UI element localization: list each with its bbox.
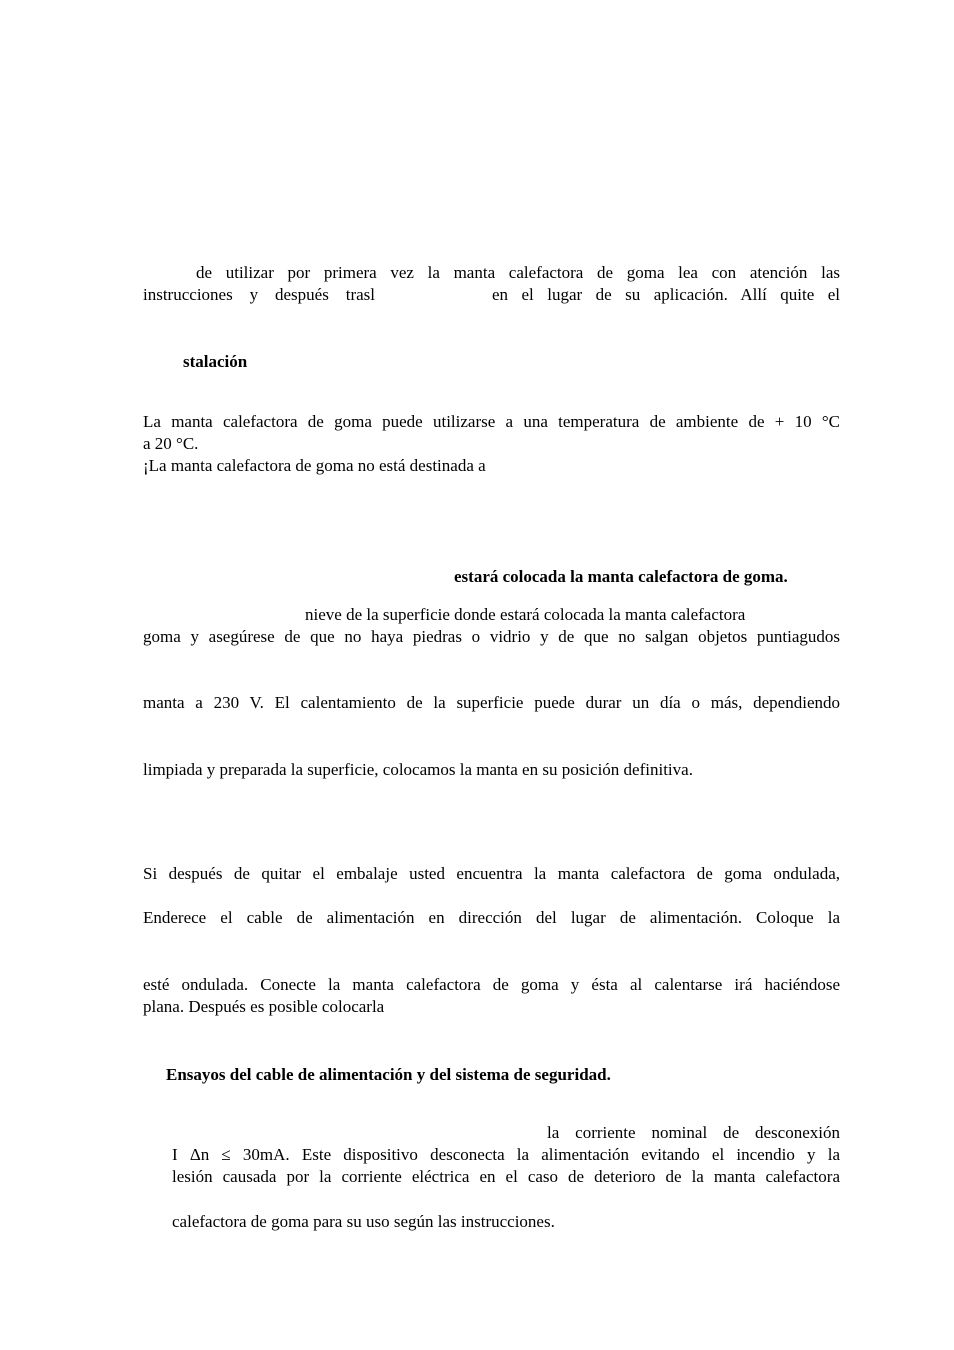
surface-line-3: manta a 230 V. El calentamiento de la superficie puede durar un día o más, dependiendo — [143, 693, 840, 712]
safety-line-3: lesión causada por la corriente eléctrica en el caso de deterioro de la manta calefactora — [172, 1167, 840, 1186]
safety-line-2: I Δn ≤ 30mA. Este dispositivo desconecta la alimentación evitando el incendio y la — [172, 1145, 840, 1164]
surface-line-2: goma y asegúrese de que no haya piedras o vidrio y de que no salgan objetos puntiagudos — [143, 627, 840, 646]
installation-line-1: La manta calefactora de goma puede utilizarse a una temperatura de ambiente de + 10 °C — [143, 412, 840, 431]
wavy-line-2: Enderece el cable de alimentación en dirección del lugar de alimentación. Coloque la — [143, 908, 840, 927]
installation-heading: stalación — [183, 352, 248, 371]
intro-line-1: de utilizar por primera vez la manta calefactora de goma lea con atención las — [196, 263, 840, 282]
wavy-line-1: Si después de quitar el embalaje usted encuentra la manta calefactora de goma ondulada, — [143, 864, 840, 883]
intro-line-2-left: instrucciones y después trasl — [143, 285, 375, 304]
surface-heading: estará colocada la manta calefactora de goma. — [454, 567, 788, 586]
installation-line-3: ¡La manta calefactora de goma no está destinada a — [143, 456, 486, 475]
safety-line-4: calefactora de goma para su uso según las instrucciones. — [172, 1212, 555, 1231]
wavy-line-3: esté ondulada. Conecte la manta calefactora de goma y ésta al calentarse irá haciéndose — [143, 975, 840, 994]
surface-line-4: limpiada y preparada la superficie, colocamos la manta en su posición definitiva. — [143, 760, 693, 779]
safety-heading: Ensayos del cable de alimentación y del sistema de seguridad. — [166, 1065, 611, 1084]
surface-line-1: nieve de la superficie donde estará colocada la manta calefactora — [305, 605, 746, 624]
safety-line-1: la corriente nominal de desconexión — [547, 1123, 840, 1142]
installation-line-2: a 20 °C. — [143, 434, 199, 453]
wavy-line-4: plana. Después es posible colocarla — [143, 997, 385, 1016]
intro-line-2-right: en el lugar de su aplicación. Allí quite el — [492, 285, 840, 304]
